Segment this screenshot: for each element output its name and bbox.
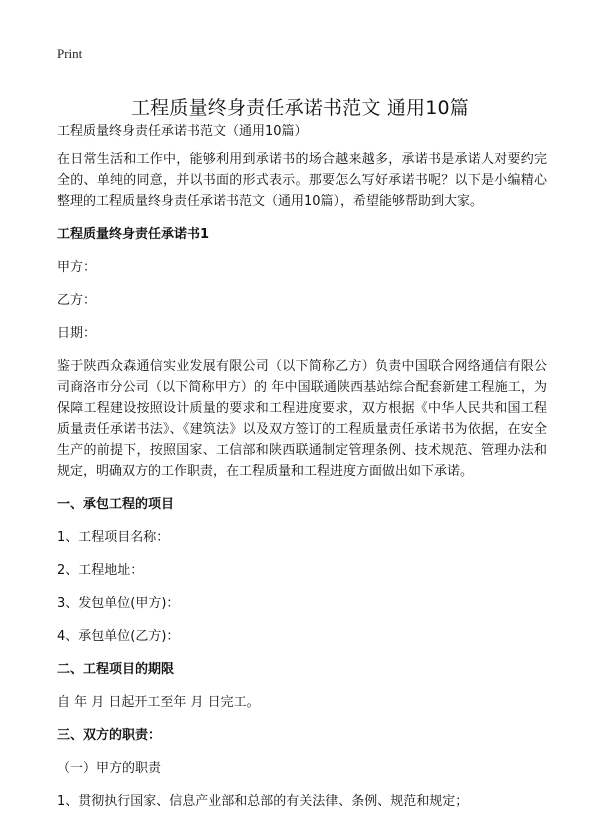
list-item: 1、贯彻执行国家、信息产业部和总部的有关法律、条例、规范和规定； bbox=[57, 794, 469, 809]
heading-project-period: 二、工程项目的期限 bbox=[57, 662, 175, 677]
list-item: 2、工程地址： bbox=[57, 563, 144, 578]
document-subtitle: 工程质量终身责任承诺书范文（通用10篇） bbox=[57, 124, 308, 139]
party-a-line: 甲方： bbox=[57, 260, 97, 275]
body-paragraph: 鉴于陕西众森通信实业发展有限公司（以下简称乙方）负责中国联合网络通信有限公司商洛市分公司（以下简称甲方）的 年中国联通陕西基站综合配套新建工程施工，为保障工程建设按照设计质量的要求和工程进度要求，双方根据《中华人民共和国工程质量责任承诺书法》、《建筑法》以及双方签订的工程质量责任承诺书为依据，在安全生产的前提下，按照国家、工信部和陕西联通制定管理条例、技术规范、管理办法和规定，明确双方的工作职责，在工程质量和工程进度方面做出如下承诺。 bbox=[57, 359, 547, 479]
document-body bbox=[57, 121, 547, 824]
section-heading: 工程质量终身责任承诺书1 bbox=[57, 227, 210, 242]
list-item: 1、工程项目名称： bbox=[57, 530, 170, 545]
sub-heading-party-a: （一）甲方的职责 bbox=[57, 761, 162, 776]
list-item: 4、承包单位(乙方)： bbox=[57, 629, 180, 644]
document-title: 工程质量终身责任承诺书范文 通用10篇 bbox=[130, 96, 470, 119]
print-label: Print bbox=[57, 46, 83, 61]
list-item: 3、发包单位(甲方)： bbox=[57, 596, 180, 611]
intro-paragraph: 在日常生活和工作中，能够利用到承诺书的场合越来越多，承诺书是承诺人对要约完全的、单纯的同意，并以书面的形式表示。那要怎么写好承诺书呢？以下是小编精心整理的工程质量终身责任承诺书范文（通用10篇），希望能够帮助到大家。 bbox=[57, 152, 547, 209]
party-b-line: 乙方： bbox=[57, 293, 97, 308]
heading-responsibilities: 三、双方的职责： bbox=[57, 728, 162, 743]
period-line: 自 年 月 日起开工至年 月 日完工。 bbox=[57, 695, 260, 710]
date-line: 日期： bbox=[57, 326, 97, 341]
heading-project-scope: 一、承包工程的项目 bbox=[57, 497, 175, 512]
